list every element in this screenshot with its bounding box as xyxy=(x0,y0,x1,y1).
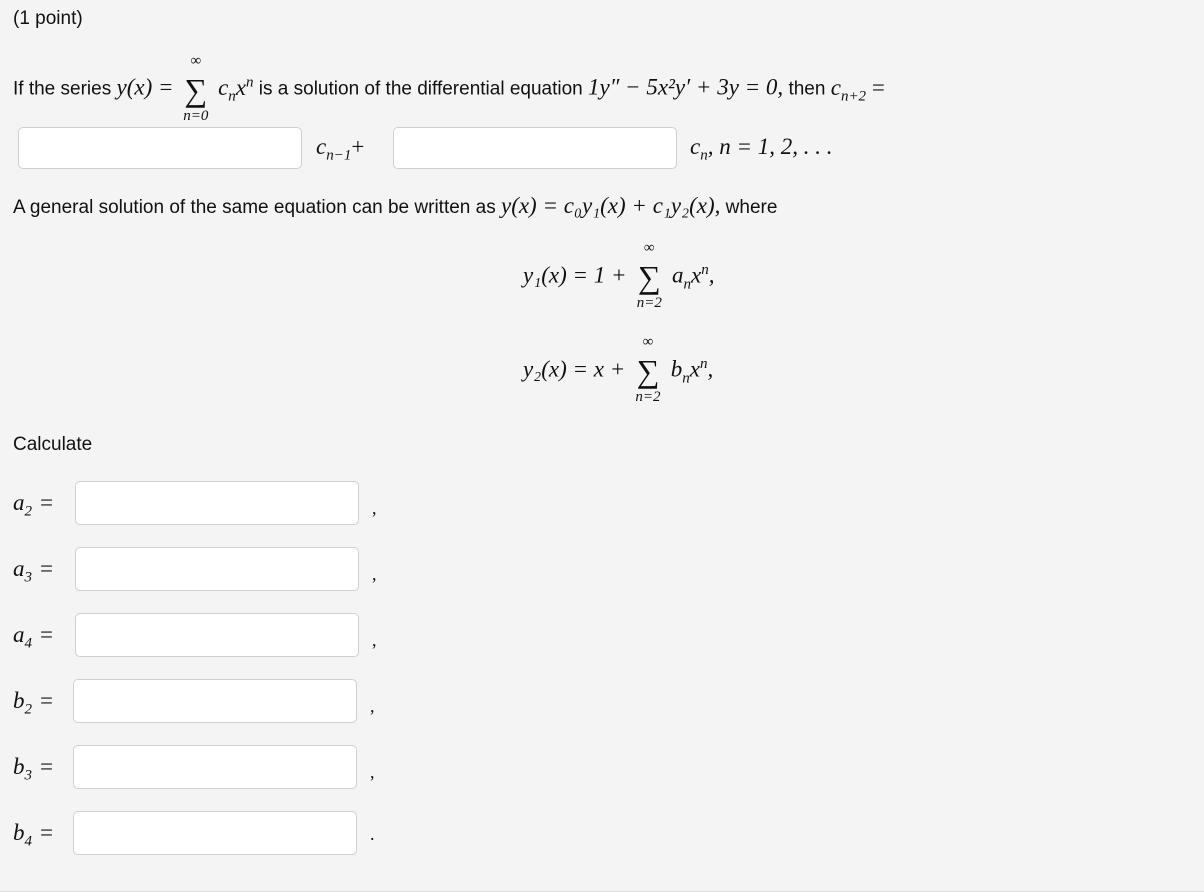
differential-equation: 1y″ − 5x²y′ + 3y = 0, xyxy=(588,74,784,100)
y1-definition: y₁(x) = 1 + ∞ ∑ n=2 $a_nx^n$, xyxy=(523,240,715,312)
general-solution-line xyxy=(13,193,777,219)
points-label: (1 point) xyxy=(13,8,83,29)
intro-prefix: If the series xyxy=(13,78,112,100)
b4-punct: . xyxy=(370,824,375,844)
b2-label: $b_2$ = xyxy=(13,688,53,718)
b3-input[interactable] xyxy=(73,745,357,789)
b2-punct: , xyxy=(370,696,375,716)
term-c-n: $c_n$, n = 1, 2, . . . xyxy=(690,134,833,164)
a3-punct: , xyxy=(372,564,377,584)
a3-input[interactable] xyxy=(75,547,359,591)
intro-line xyxy=(13,52,885,124)
sum-symbol: ∞ ∑ n=0 xyxy=(183,52,209,124)
a4-punct: , xyxy=(372,630,377,650)
general-suffix: where xyxy=(725,197,778,218)
calculate-label: Calculate xyxy=(13,434,93,455)
general-formula: y(x) = c₀y₁(x) + c₁y₂(x), xyxy=(500,193,721,218)
a3-label: $a_3$ = xyxy=(13,556,53,586)
recurrence-coef-2-input[interactable] xyxy=(393,127,677,169)
y1-sum-symbol: ∞ ∑ n=2 xyxy=(636,240,662,312)
then-text: then xyxy=(788,78,826,100)
y-of-x: y(x) = xyxy=(116,74,174,100)
b2-input[interactable] xyxy=(73,679,357,723)
series-term: $c_nx^n$ xyxy=(218,74,254,105)
c-n-plus-2: $c_{n+2}$ = xyxy=(830,74,885,105)
b4-label: $b_4$ = xyxy=(13,820,53,850)
y2-definition: y₂(x) = x + ∞ ∑ n=2 $b_nx^n$, xyxy=(523,334,714,406)
y2-sum-symbol: ∞ ∑ n=2 xyxy=(635,334,661,406)
b3-label: $b_3$ = xyxy=(13,754,53,784)
a4-label: $a_4$ = xyxy=(13,622,53,652)
term-c-n-minus-1: $c_{n-1}+$ xyxy=(316,134,365,164)
a4-input[interactable] xyxy=(75,613,359,657)
b4-input[interactable] xyxy=(73,811,357,855)
b3-punct: , xyxy=(370,762,375,782)
recurrence-coef-1-input[interactable] xyxy=(18,127,302,169)
general-prefix: A general solution of the same equation can be written as xyxy=(13,197,496,218)
intro-middle: is a solution of the differential equation xyxy=(258,78,583,100)
a2-punct: , xyxy=(372,498,377,518)
a2-input[interactable] xyxy=(75,481,359,525)
a2-label: $a_2$ = xyxy=(13,490,53,520)
